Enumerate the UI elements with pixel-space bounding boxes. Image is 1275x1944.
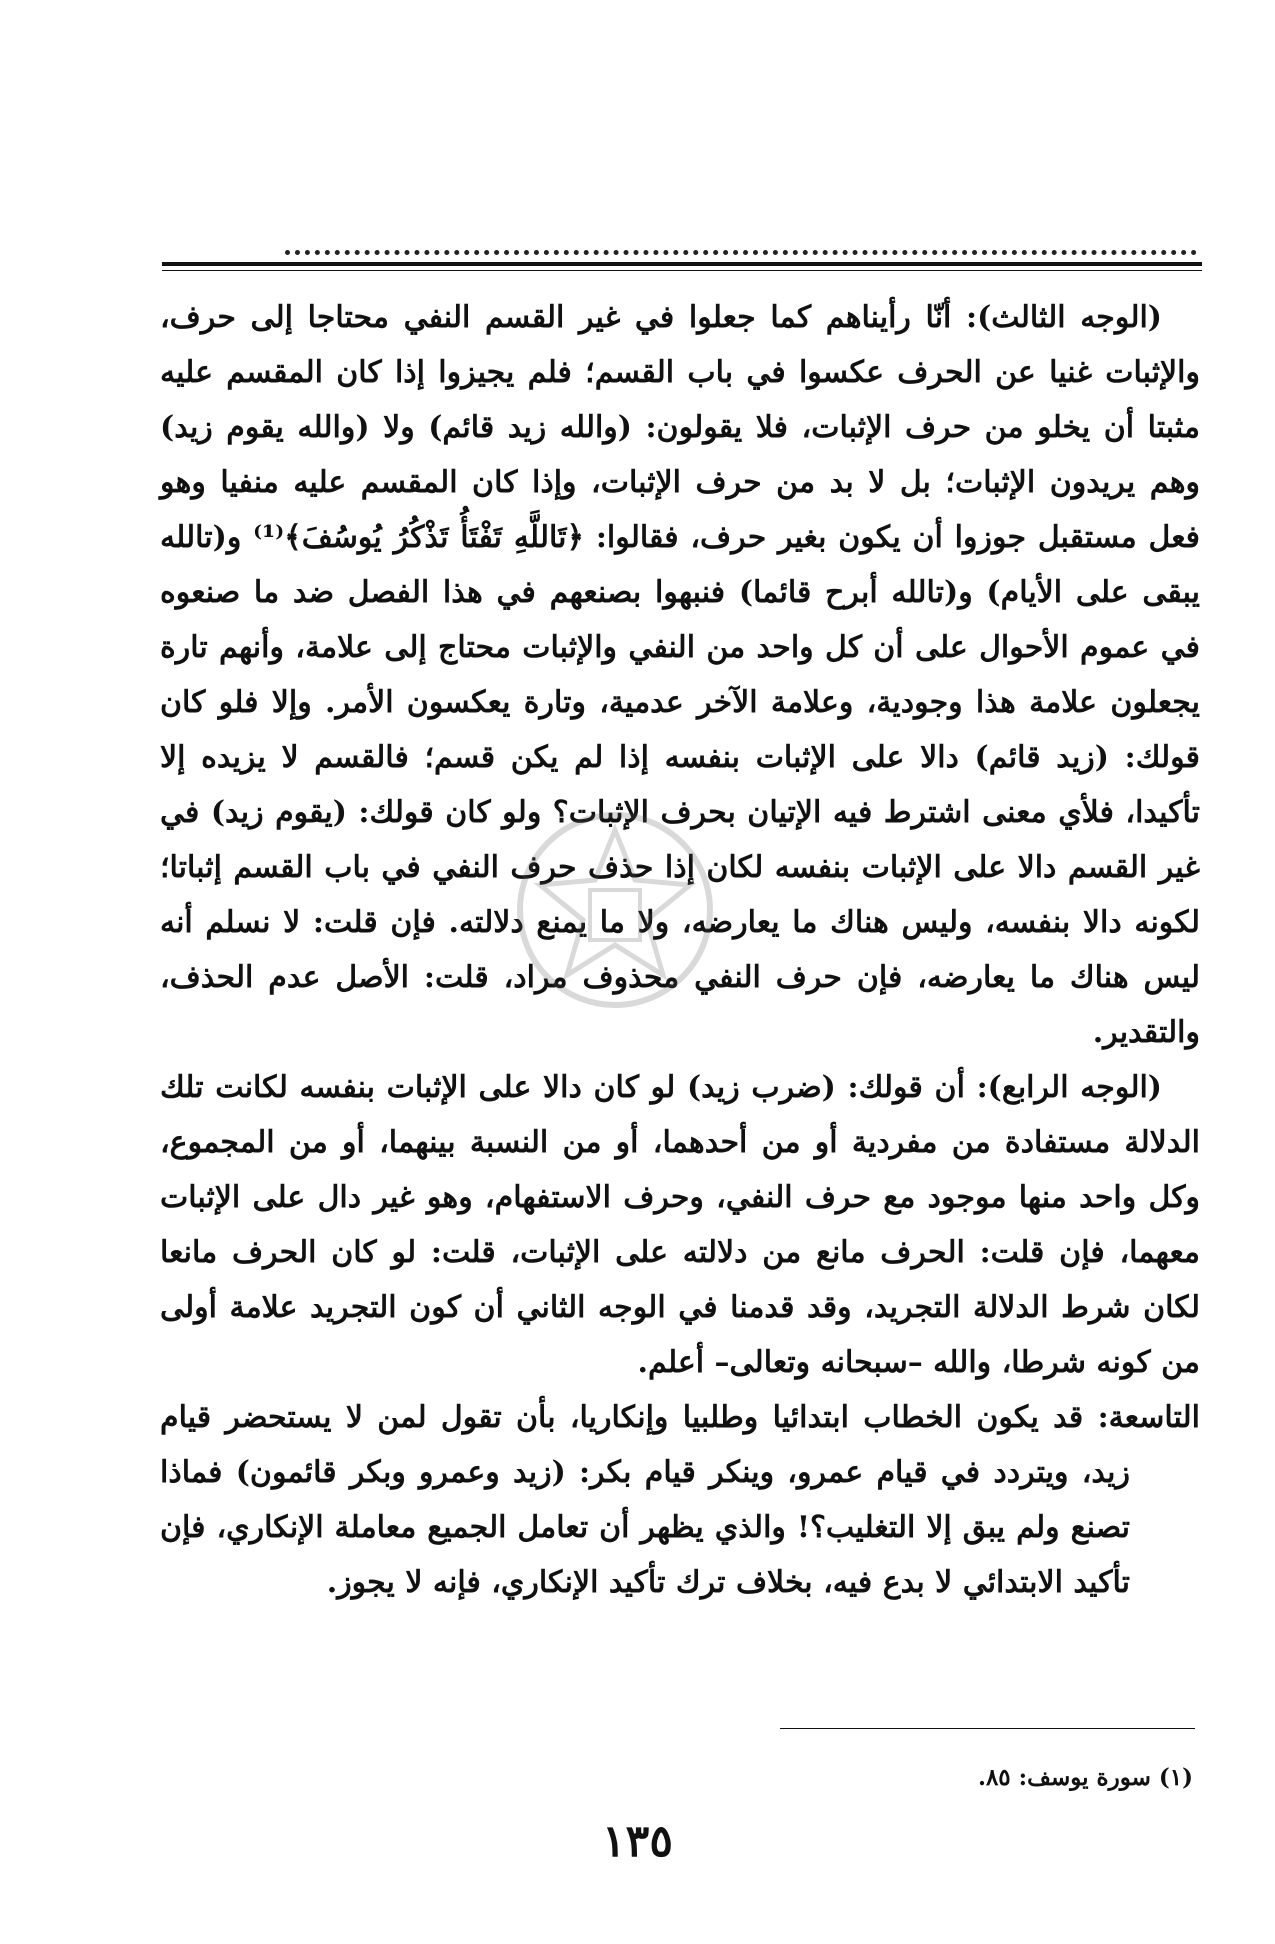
library-seal-watermark (505, 800, 725, 1020)
footnote-rule (780, 1728, 1195, 1729)
paragraph-ninth (160, 1390, 1200, 1610)
header-rule-thin (162, 270, 1202, 271)
header-dotted-rule (285, 250, 1197, 255)
ninth-text: قد يكون الخطاب ابتدائيا وطلبيا وإنكاريا، بأن تقول لمن لا يستحضر قيام زيد، ويتردد في قيام عمرو، وينكر قيام بكر: (زيد وعمرو وبكر قائمون) فماذا تصنع ولم يبق إلا التغليب؟! والذي يظهر أن تعامل الجميع معاملة الإنكاري، فإن تأكيد الابتدائي لا بدع فيه، بخلاف ترك تأكيد الإنكاري، فإنه لا يجوز. (160, 1400, 1130, 1600)
header-rule-thick (162, 262, 1202, 266)
ninth-label: التاسعة: (1097, 1400, 1200, 1435)
paragraph-fourth-aspect: (الوجه الرابع): أن قولك: (ضرب زيد) لو كان دالا على الإثبات بنفسه لكانت تلك الدلالة مستفادة من مفردية أو من أحدهما، أو من النسبة بينهما، أو من المجموع، وكل واحد منها موجود مع حرف النفي، وحرف الاستفهام، وهو غير دال على الإثبات معهما، فإن قلت: الحرف مانع من دلالته على الإثبات، قلت: لو كان الحرف مانعا لكان شرط الدلالة التجريد، وقد قدمنا في الوجه الثاني أن كون التجريد علامة أولى من كونه شرطا، والله –سبحانه وتعالى– أعلم. (160, 1070, 1200, 1380)
footnote: (١) سورة يوسف: ٨٥. (977, 1764, 1193, 1791)
page-number: ١٣٥ (602, 1816, 673, 1867)
paragraph-third-aspect: (الوجه الثالث): أنّا رأيناهم كما جعلوا في غير القسم النفي محتاجا إلى حرف، والإثبات غنيا عن الحرف عكسوا في باب القسم؛ فلم يجيزوا إذا كان المقسم عليه مثبتا أن يخلو من حرف الإثبات، فلا يقولون: (والله زيد قائم) ولا (والله يقوم زيد) وهم يريدون الإثبات؛ بل لا بد من حرف الإثبات، وإذا كان المقسم عليه منفيا وهو فعل مستقبل جوزوا أن يكون بغير حرف، فقالوا: ﴿تَاللَّهِ تَفْتَأُ تَذْكُرُ يُوسُفَ﴾⁽¹⁾ و(تالله يبقى على الأيام) و(تالله أبرح قائما) فنبهوا بصنعهم في هذا الفصل ضد ما صنعوه في عموم الأحوال على أن كل واحد من النفي والإثبات محتاج إلى علامة، وأنهم تارة يجعلون علامة هذا وجودية، وعلامة الآخر عدمية، وتارة يعكسون الأمر. وإلا فلو كان قولك: (زيد قائم) دالا على الإثبات بنفسه إذا لم يكن قسم؛ فالقسم لا يزيده إلا تأكيدا، فلأي معنى اشترط فيه الإتيان بحرف الإثبات؟ ولو كان قولك: (يقوم زيد) في غير القسم دالا على الإثبات بنفسه لكان إذا حذف حرف النفي في باب القسم إثباتا؛ لكونه دالا بنفسه، وليس هناك ما يعارضه، ولا ما يمنع دلالته. فإن قلت: لا نسلم أنه ليس هناك ما يعارضه، فإن حرف النفي محذوف مراد، قلت: الأصل عدم الحذف، والتقدير. (160, 300, 1201, 1050)
